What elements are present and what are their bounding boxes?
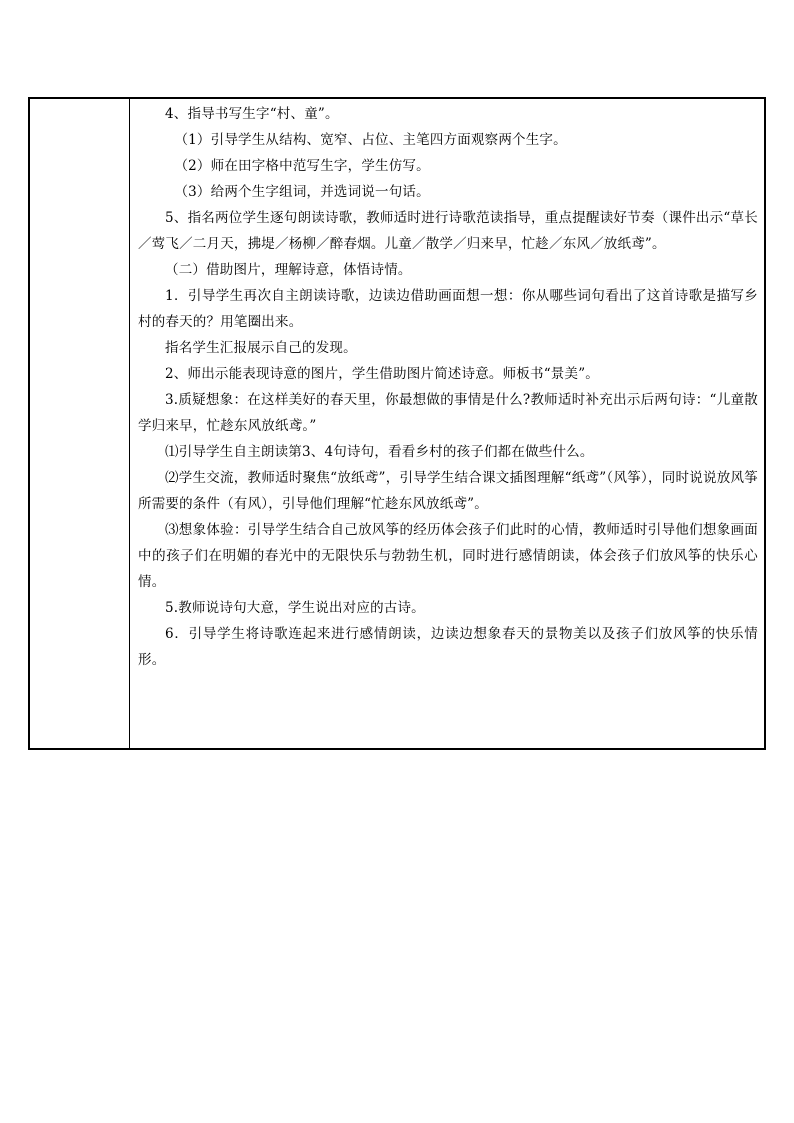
table-content-cell <box>130 99 764 748</box>
paragraph-section-2-heading: （二）借助图片，理解诗意，体悟诗情。 <box>165 262 412 278</box>
paragraph-item-5: 5.教师说诗句大意，学生说出对应的古诗。 <box>165 600 425 616</box>
paragraph-step-4-3: （3）给两个生字组词，并选词说一句话。 <box>174 184 430 200</box>
paragraph-item-3: 3.质疑想象：在这样美好的春天里，你最想做的事情是什么?教师适时补充出示后两句诗：“儿童散学归来早，忙趁东风放纸鸢。” <box>138 392 758 434</box>
paragraph-step-4-1: （1）引导学生从结构、宽窄、占位、主笔四方面观察两个生字。 <box>174 132 567 148</box>
paragraph-item-2: 2、师出示能表现诗意的图片，学生借助图片简述诗意。师板书“景美”。 <box>165 366 599 382</box>
paragraph-item-6: 6．引导学生将诗歌连起来进行感情朗读，边读边想象春天的景物美以及孩子们放风筝的快乐情形。 <box>138 626 758 668</box>
paragraph-step-4: 4、指导书写生字“村、童”。 <box>165 106 339 122</box>
table-left-cell <box>30 99 130 748</box>
paragraph-item-1: 1．引导学生再次自主朗读诗歌，边读边借助画面想一想：你从哪些词句看出了这首诗歌是描写乡村的春天的？用笔圈出来。 <box>138 288 758 330</box>
paragraph-item-3-3: ⑶想象体验：引导学生结合自己放风筝的经历体会孩子们此时的心情，教师适时引导他们想象画面中的孩子们在明媚的春光中的无限快乐与勃勃生机，同时进行感情朗读，体会孩子们放风筝的快乐心情。 <box>138 522 758 590</box>
lesson-plan-table <box>28 97 766 750</box>
paragraph-item-1-report: 指名学生汇报展示自己的发现。 <box>165 340 357 356</box>
paragraph-item-3-1: ⑴引导学生自主朗读第3、4句诗句，看看乡村的孩子们都在做些什么。 <box>165 444 594 460</box>
paragraph-item-3-2: ⑵学生交流，教师适时聚焦“放纸鸢”，引导学生结合课文插图理解“纸鸢”（风筝），同时说说放风筝所需要的条件（有风），引导他们理解“忙趁东风放纸鸢”。 <box>138 470 758 512</box>
paragraph-step-5: 5、指名两位学生逐句朗读诗歌，教师适时进行诗歌范读指导，重点提醒读好节奏（课件出示“草长／莺飞／二月天，拂堤／杨柳／醉春烟。儿童／散学／归来早，忙趁／东风／放纸鸢”。 <box>138 210 758 252</box>
paragraph-step-4-2: （2）师在田字格中范写生字，学生仿写。 <box>174 158 430 174</box>
